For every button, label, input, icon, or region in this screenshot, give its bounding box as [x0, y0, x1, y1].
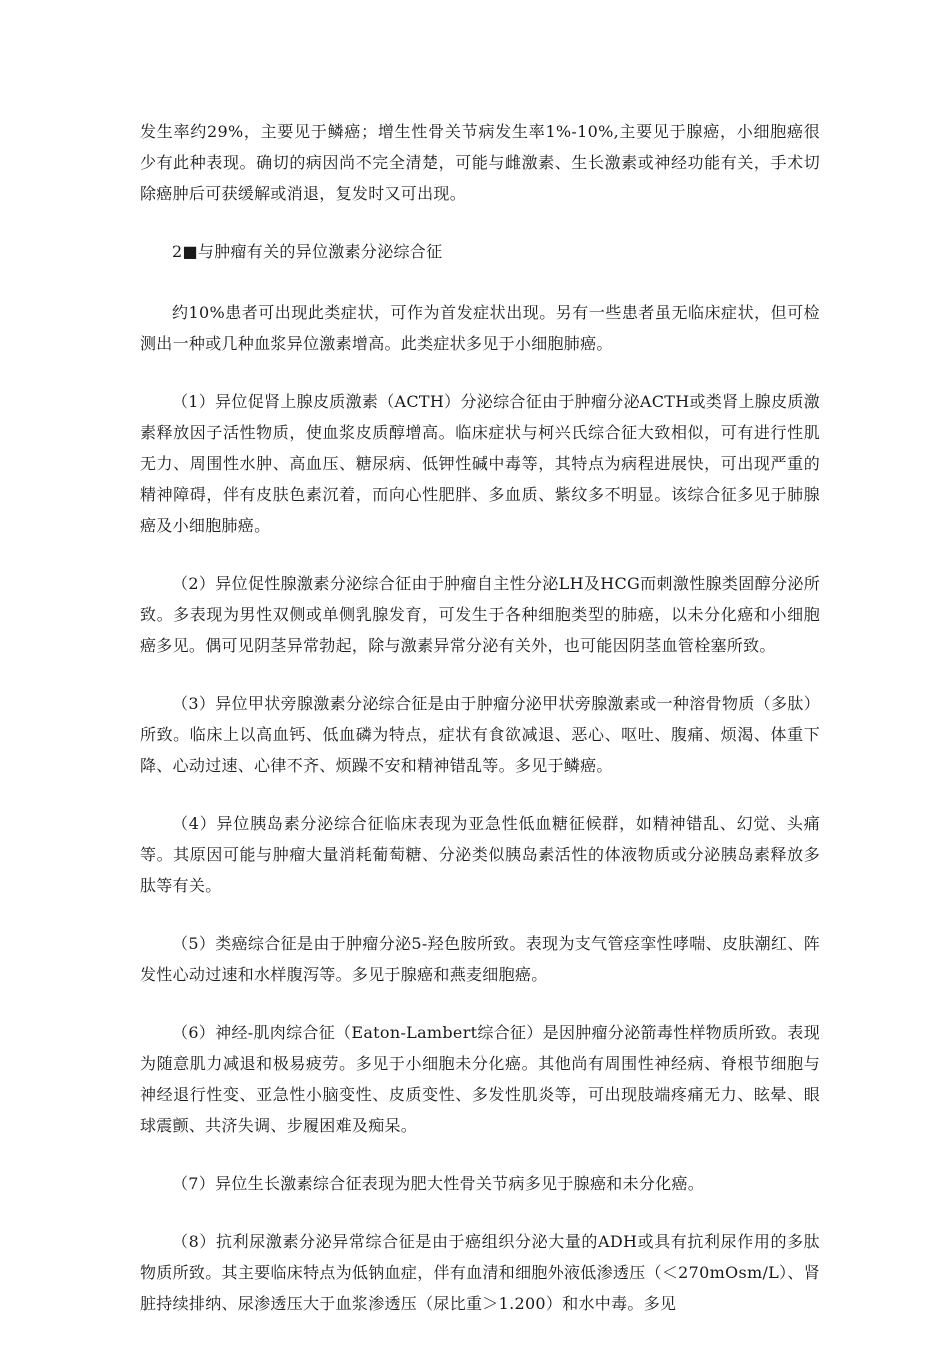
paragraph-item-5: （5）类癌综合征是由于肿瘤分泌5-羟色胺所致。表现为支气管痉挛性哮喘、皮肤潮红、阵发性心动过速和水样腹泻等。多见于腺癌和燕麦细胞癌。	[140, 934, 820, 984]
document-body	[140, 116, 820, 1346]
paragraph-intro: 约10%患者可出现此类症状，可作为首发症状出现。另有一些患者虽无临床症状，但可检测出一种或几种血浆异位激素增高。此类症状多见于小细胞肺癌。	[140, 303, 820, 353]
paragraph-item-4: （4）异位胰岛素分泌综合征临床表现为亚急性低血糖征候群，如精神错乱、幻觉、头痛等。其原因可能与肿瘤大量消耗葡萄糖、分泌类似胰岛素活性的体液物质或分泌胰岛素释放多肽等有关。	[140, 814, 820, 895]
paragraph-continuation: 发生率约29%，主要见于鳞癌；增生性骨关节病发生率1%-10%,主要见于腺癌，小细胞癌很少有此种表现。确切的病因尚不完全清楚，可能与雌激素、生长激素或神经功能有关，手术切除癌肿后可获缓解或消退，复发时又可出现。	[140, 122, 820, 203]
paragraph-item-3: （3）异位甲状旁腺激素分泌综合征是由于肿瘤分泌甲状旁腺激素或一种溶骨物质（多肽）所致。临床上以高血钙、低血磷为特点，症状有食欲减退、恶心、呕吐、腹痛、烦渴、体重下降、心动过速、心律不齐、烦躁不安和精神错乱等。多见于鳞癌。	[140, 694, 820, 775]
paragraph-item-7: （7）异位生长激素综合征表现为肥大性骨关节病多见于腺癌和未分化癌。	[172, 1174, 705, 1193]
paragraph-item-1: （1）异位促肾上腺皮质激素（ACTH）分泌综合征由于肿瘤分泌ACTH或类肾上腺皮质激素释放因子活性物质，使血浆皮质醇增高。临床症状与柯兴氏综合征大致相似，可有进行性肌无力、周围性水肿、高血压、糖尿病、低钾性碱中毒等，其特点为病程进展快，可出现严重的精神障碍，伴有皮肤色素沉着，而向心性肥胖、多血质、紫纹多不明显。该综合征多见于肺腺癌及小细胞肺癌。	[140, 392, 820, 535]
paragraph-item-2: （2）异位促性腺激素分泌综合征由于肿瘤自主性分泌LH及HCG而刺激性腺类固醇分泌所致。多表现为男性双侧或单侧乳腺发育，可发生于各种细胞类型的肺癌，以未分化癌和小细胞癌多见。偶可见阴茎异常勃起，除与激素异常分泌有关外，也可能因阴茎血管栓塞所致。	[140, 574, 820, 655]
paragraph-item-8: （8）抗利尿激素分泌异常综合征是由于癌组织分泌大量的ADH或具有抗利尿作用的多肽物质所致。其主要临床特点为低钠血症，伴有血清和细胞外液低渗透压（＜270mOsm/L）、肾脏持续排纳、尿渗透压大于血浆渗透压（尿比重＞1.200）和水中毒。多见	[140, 1232, 820, 1313]
section-heading: 2■与肿瘤有关的异位激素分泌综合征	[172, 242, 443, 261]
paragraph-item-6: （6）神经-肌肉综合征（Eaton-Lambert综合征）是因肿瘤分泌箭毒性样物质所致。表现为随意肌力减退和极易疲劳。多见于小细胞未分化癌。其他尚有周围性神经病、脊根节细胞与神经退行性变、亚急性小脑变性、皮质变性、多发性肌炎等，可出现肢端疼痛无力、眩晕、眼球震颤、共济失调、步履困难及痴呆。	[140, 1023, 820, 1135]
